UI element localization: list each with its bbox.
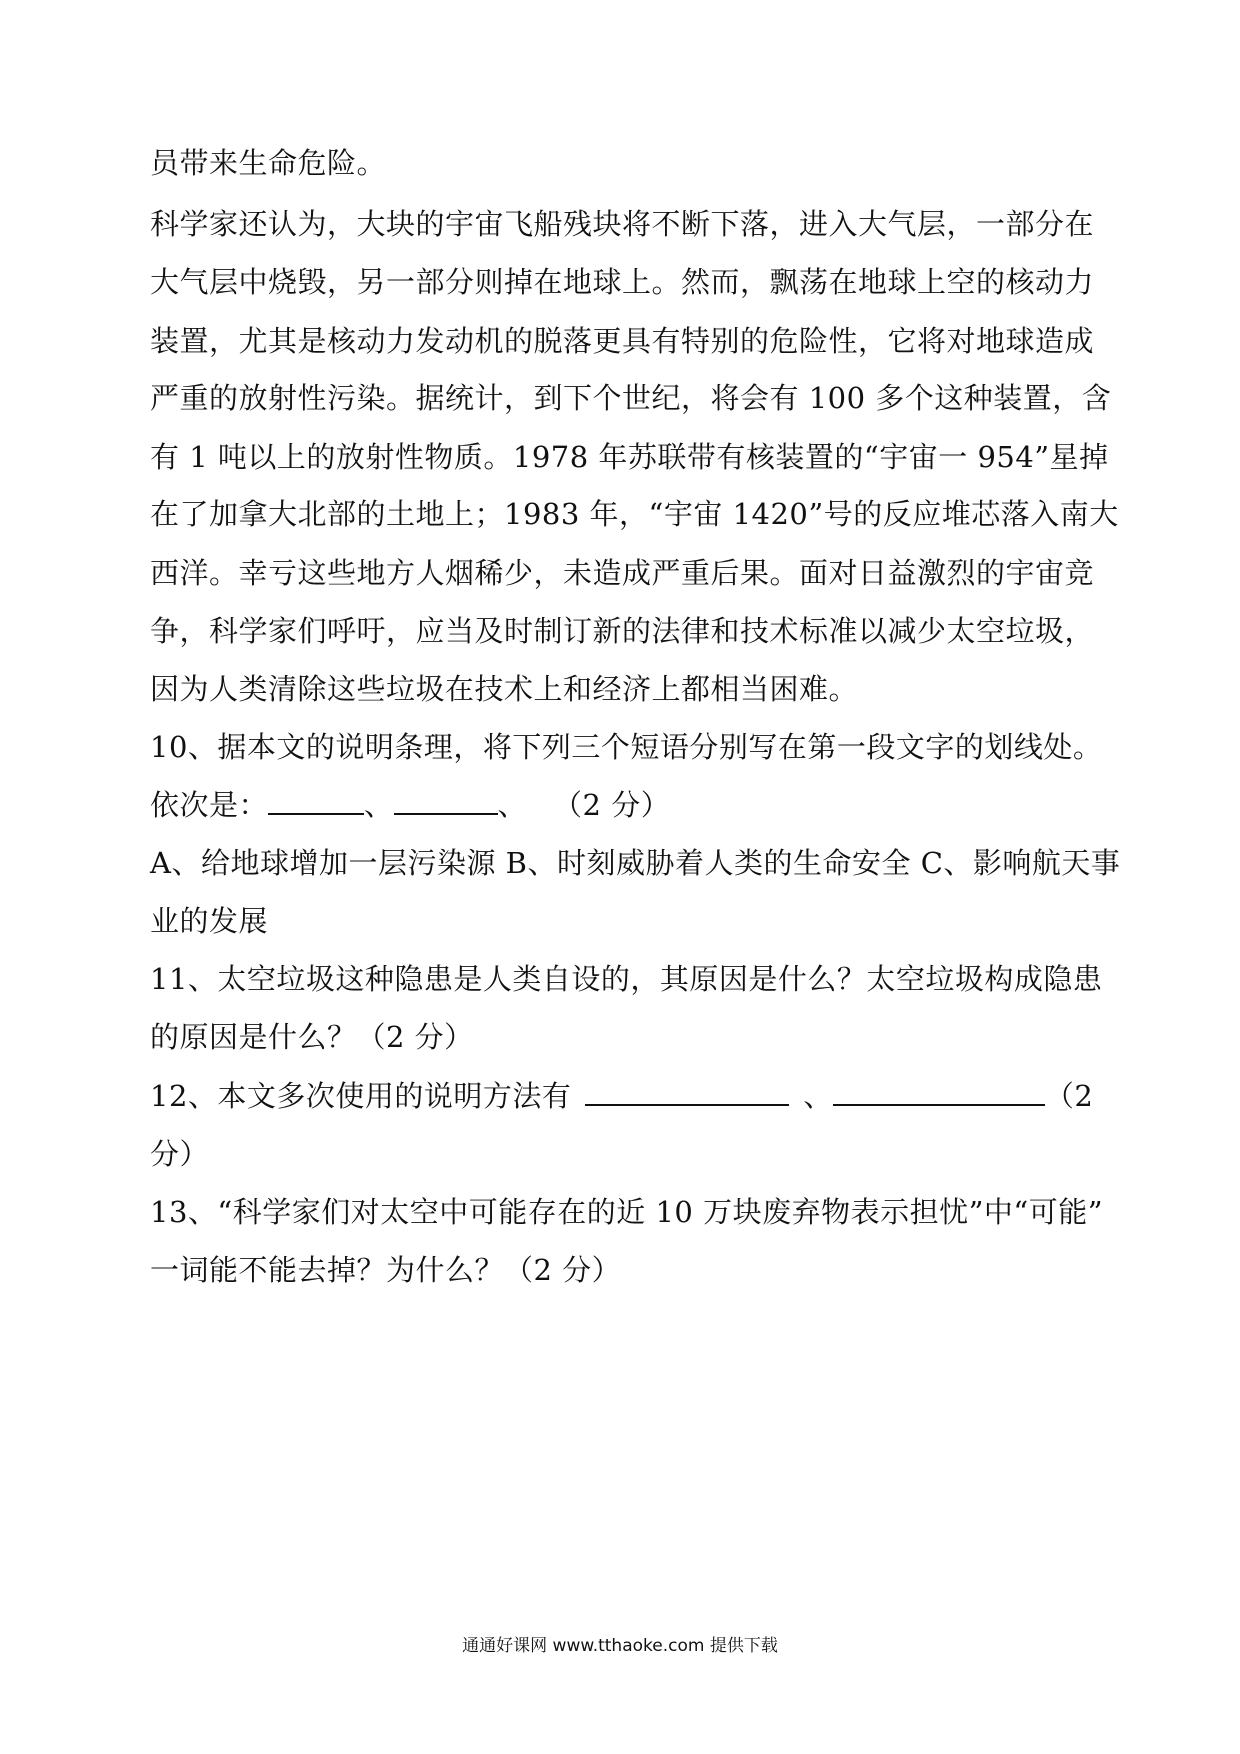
question-10-score: （2 分） xyxy=(553,788,671,822)
answer-prefix: 依次是： xyxy=(150,788,269,822)
separator: 、 xyxy=(803,1079,833,1113)
question-10-options: A、给地球增加一层污染源 B、时刻威胁着人类的生命安全 C、影响航天事 xyxy=(150,846,1121,880)
question-12-answer-line xyxy=(150,1076,1093,1116)
question-10-prompt: 10、据本文的说明条理，将下列三个短语分别写在第一段文字的划线处。 xyxy=(150,730,1103,764)
question-12-score-cont: 分） xyxy=(150,1137,210,1171)
passage-line: 西洋。幸亏这些地方人烟稀少，未造成严重后果。面对日益激烈的宇宙竞 xyxy=(150,556,1095,590)
separator: 、 xyxy=(497,788,528,822)
answer-blank-2[interactable] xyxy=(394,785,498,815)
passage-line: 装置，尤其是核动力发动机的脱落更具有特别的危险性，它将对地球造成 xyxy=(150,324,1095,358)
passage-line: 员带来生命危险。 xyxy=(150,146,387,180)
question-10-answer-line xyxy=(150,785,670,825)
question-12-prompt: 12、本文多次使用的说明方法有 xyxy=(150,1079,572,1113)
passage-line: 严重的放射性污染。据统计，到下个世纪，将会有 100 多个这种装置，含 xyxy=(150,381,1112,415)
separator: 、 xyxy=(364,788,394,822)
passage-line: 大气层中烧毁，另一部分则掉在地球上。然而，飘荡在地球上空的核动力 xyxy=(150,265,1095,299)
passage-line: 科学家还认为，大块的宇宙飞船残块将不断下落，进入大气层，一部分在 xyxy=(150,207,1095,241)
question-10-options-cont: 业的发展 xyxy=(150,904,269,938)
question-11-prompt-cont: 的原因是什么？（2 分） xyxy=(150,1020,474,1054)
answer-blank-2[interactable] xyxy=(833,1076,1045,1106)
question-11-prompt: 11、太空垃圾这种隐患是人类自设的，其原因是什么？太空垃圾构成隐患 xyxy=(150,962,1103,996)
page-footer: 通通好课网 www.tthaoke.com 提供下载 xyxy=(462,1636,778,1656)
passage-line: 有 1 吨以上的放射性物质。1978 年苏联带有核装置的“宇宙一 954”星掉 xyxy=(150,440,1109,474)
passage-line: 因为人类清除这些垃圾在技术上和经济上都相当困难。 xyxy=(150,672,859,706)
question-12-score: （2 xyxy=(1044,1079,1094,1113)
passage-line: 争，科学家们呼吁，应当及时制订新的法律和技术标准以减少太空垃圾， xyxy=(150,614,1095,648)
question-13-prompt: 13、“科学家们对太空中可能存在的近 10 万块废弃物表示担忧”中“可能” xyxy=(150,1195,1104,1229)
answer-blank-1[interactable] xyxy=(585,1076,789,1106)
passage-line: 在了加拿大北部的土地上；1983 年，“宇宙 1420”号的反应堆芯落入南大 xyxy=(150,497,1119,531)
answer-blank-1[interactable] xyxy=(268,785,364,815)
question-13-prompt-cont: 一词能不能去掉？为什么？（2 分） xyxy=(150,1253,622,1287)
